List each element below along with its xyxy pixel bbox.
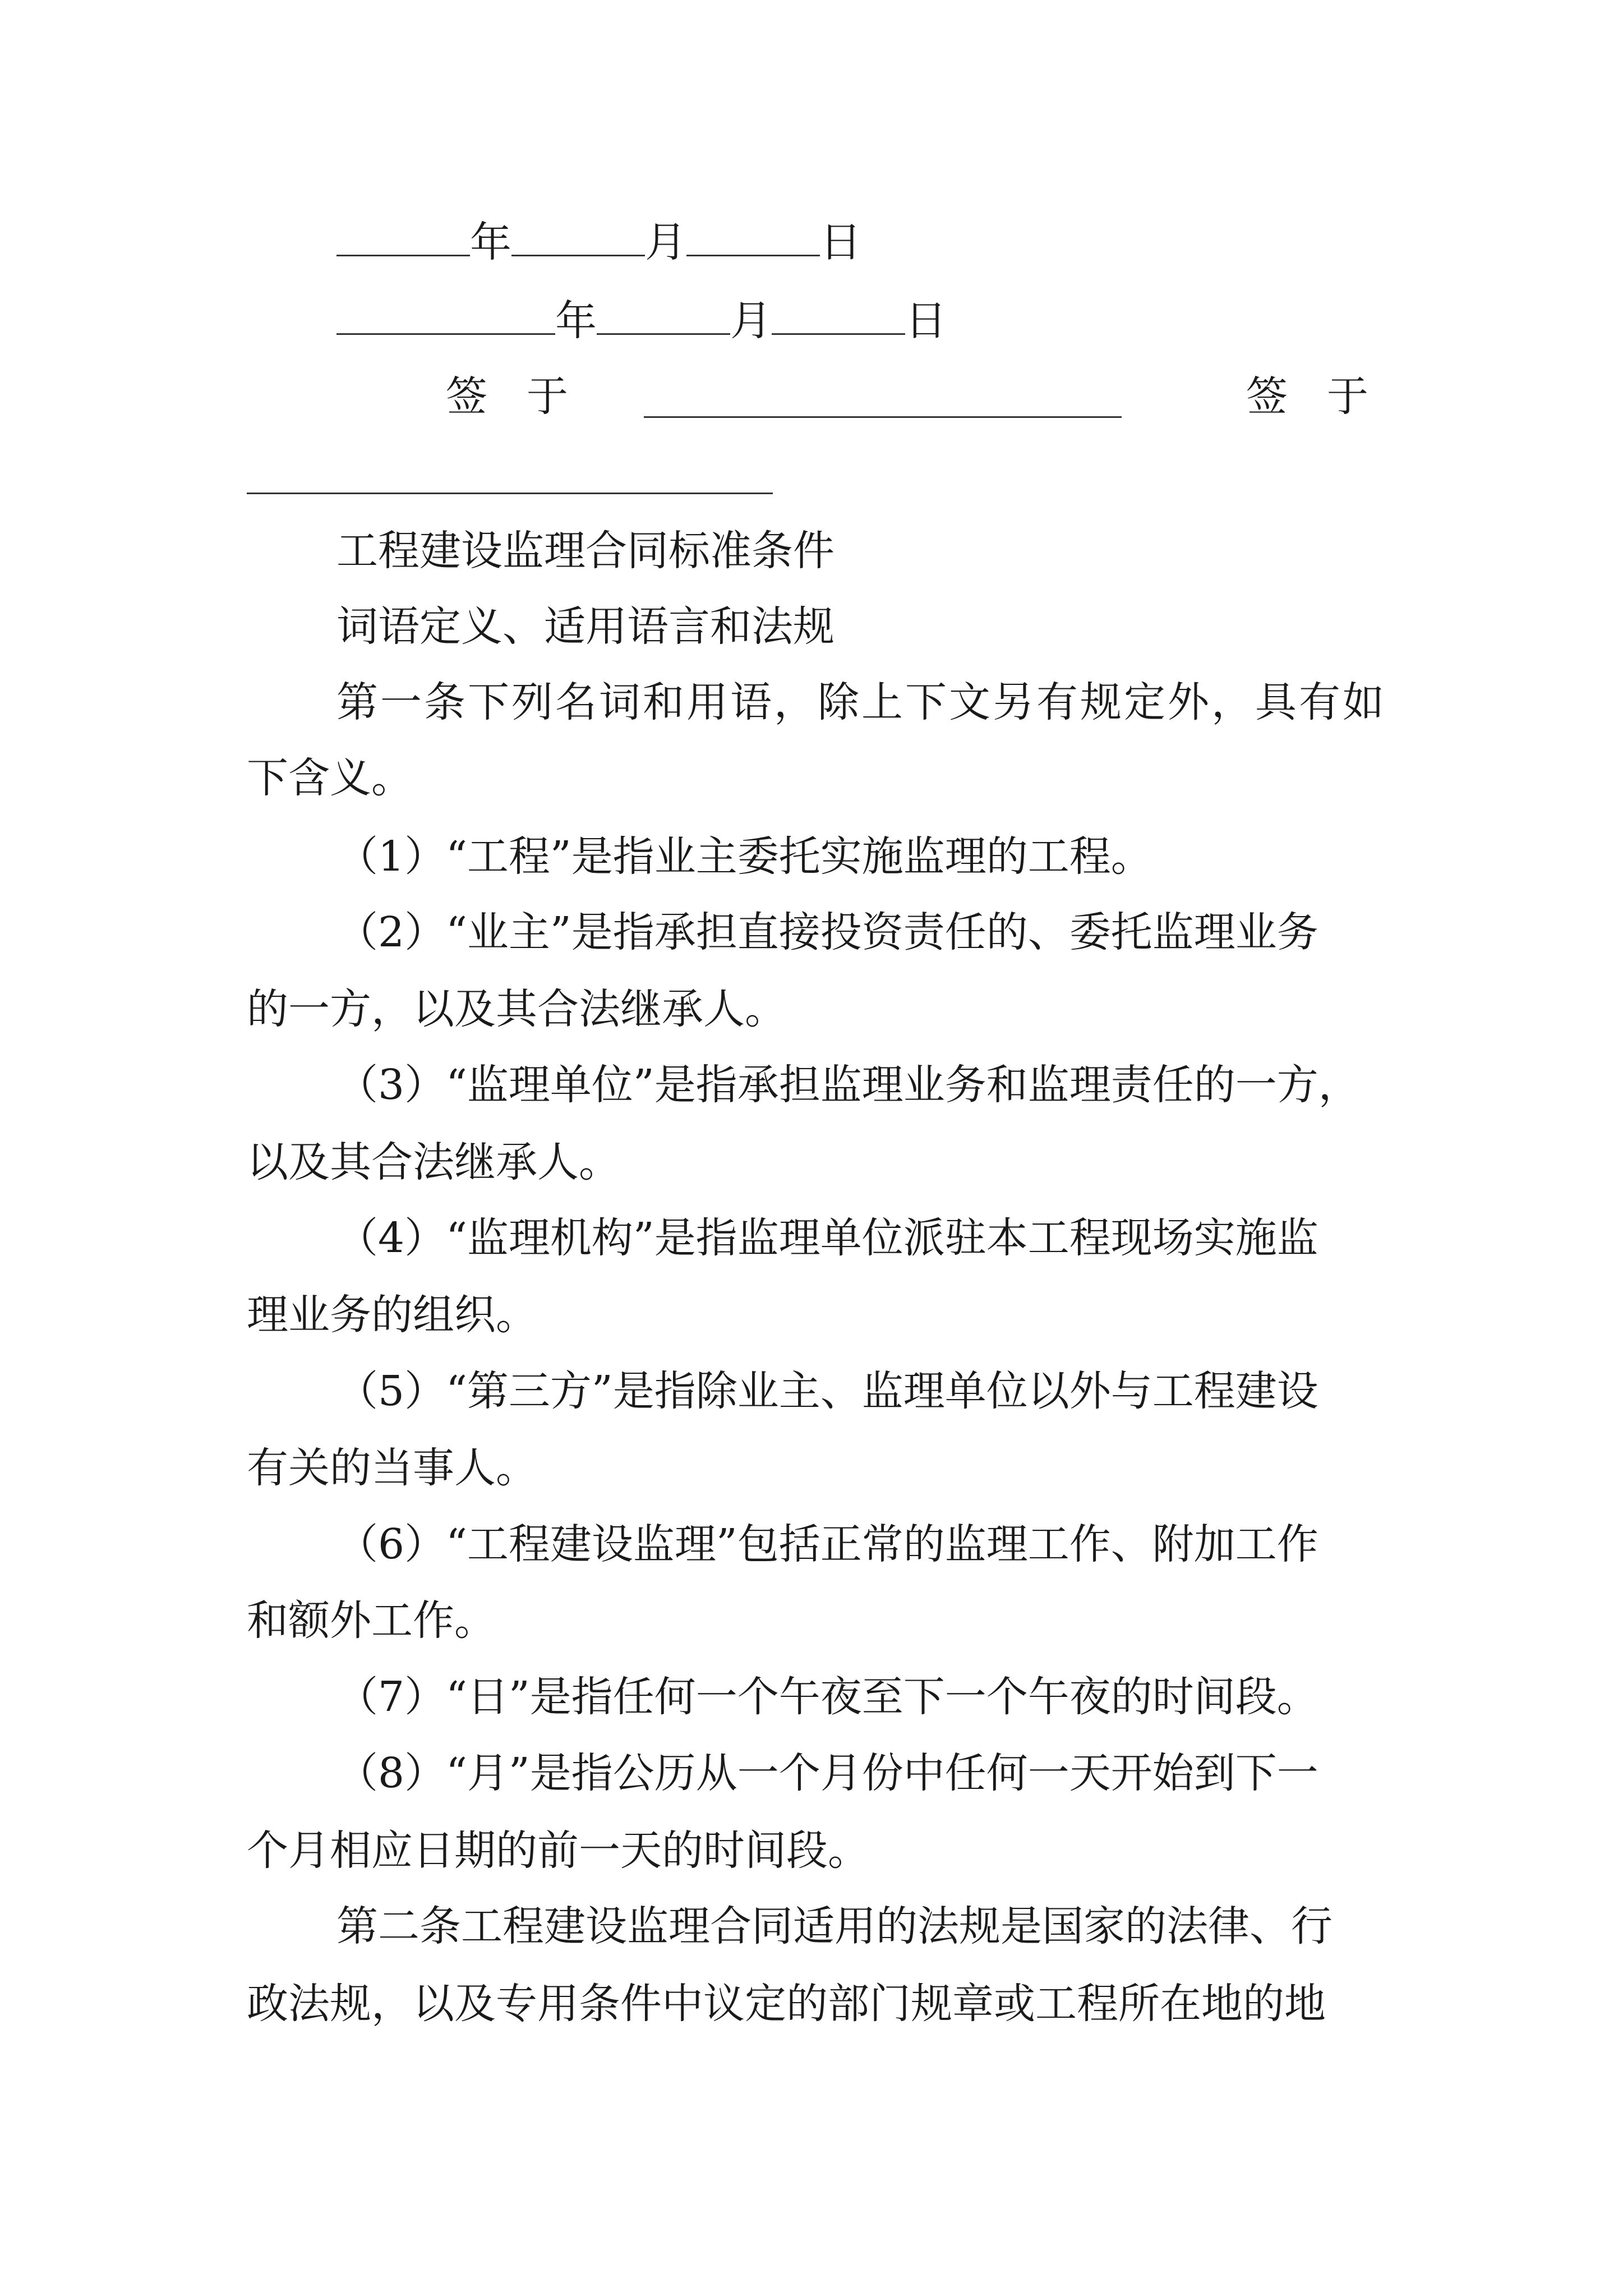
definition-2-line-1: （2）“业主”是指承担直接投资责任的、委托监理业务: [336, 908, 1318, 956]
day-label: 日: [820, 218, 861, 266]
month-label: 月: [645, 218, 686, 266]
date-line-2: [336, 297, 947, 345]
year-blank[interactable]: [336, 254, 470, 256]
signed-at-place-blank[interactable]: [644, 416, 1122, 418]
signed-at-right: 签于: [1246, 372, 1408, 421]
subsection-title: 词语定义、适用语言和法规: [336, 602, 834, 651]
definition-3-line-2: 以及其合法继承人。: [247, 1138, 620, 1186]
month-blank[interactable]: [597, 333, 730, 335]
day-blank[interactable]: [686, 254, 820, 256]
definition-8-line-2: 个月相应日期的前一天的时间段。: [247, 1826, 869, 1875]
article-2-line-1: 第二条工程建设监理合同适用的法规是国家的法律、行: [336, 1902, 1332, 1950]
article-1-line-2: 下含义。: [247, 754, 413, 802]
day-label: 日: [905, 297, 947, 345]
definition-2-line-2: 的一方，以及其合法继承人。: [247, 985, 786, 1033]
definition-6-line-1: （6）“工程建设监理”包括正常的监理工作、附加工作: [336, 1520, 1318, 1568]
definition-3-line-1: （3）“监理单位”是指承担监理业务和监理责任的一方，: [336, 1061, 1360, 1109]
year-blank[interactable]: [336, 333, 555, 335]
signed-at-left: 签于: [446, 372, 607, 421]
month-label: 月: [730, 297, 772, 345]
article-1-line-1: 第一条下列名词和用语，除上下文另有规定外，具有如: [336, 678, 1386, 726]
date-line-1: [336, 218, 861, 266]
definition-4-line-1: （4）“监理机构”是指监理单位派驻本工程现场实施监: [336, 1214, 1318, 1262]
month-blank[interactable]: [511, 254, 645, 256]
definition-1: （1）“工程”是指业主委托实施监理的工程。: [336, 832, 1152, 881]
definition-6-line-2: 和额外工作。: [247, 1596, 496, 1645]
signed-at-place-blank-2[interactable]: [247, 493, 773, 494]
day-blank[interactable]: [772, 333, 905, 335]
article-2-line-2: 政法规，以及专用条件中议定的部门规章或工程所在地的地: [247, 1980, 1326, 2028]
definition-5-line-2: 有关的当事人。: [247, 1444, 537, 1492]
definition-8-line-1: （8）“月”是指公历从一个月份中任何一天开始到下一: [336, 1749, 1318, 1797]
definition-4-line-2: 理业务的组织。: [247, 1291, 537, 1339]
section-title: 工程建设监理合同标准条件: [336, 527, 834, 575]
year-label: 年: [555, 297, 597, 345]
year-label: 年: [470, 218, 511, 266]
definition-5-line-1: （5）“第三方”是指除业主、监理单位以外与工程建设: [336, 1367, 1318, 1415]
definition-7: （7）“日”是指任何一个午夜至下一个午夜的时间段。: [336, 1673, 1318, 1721]
